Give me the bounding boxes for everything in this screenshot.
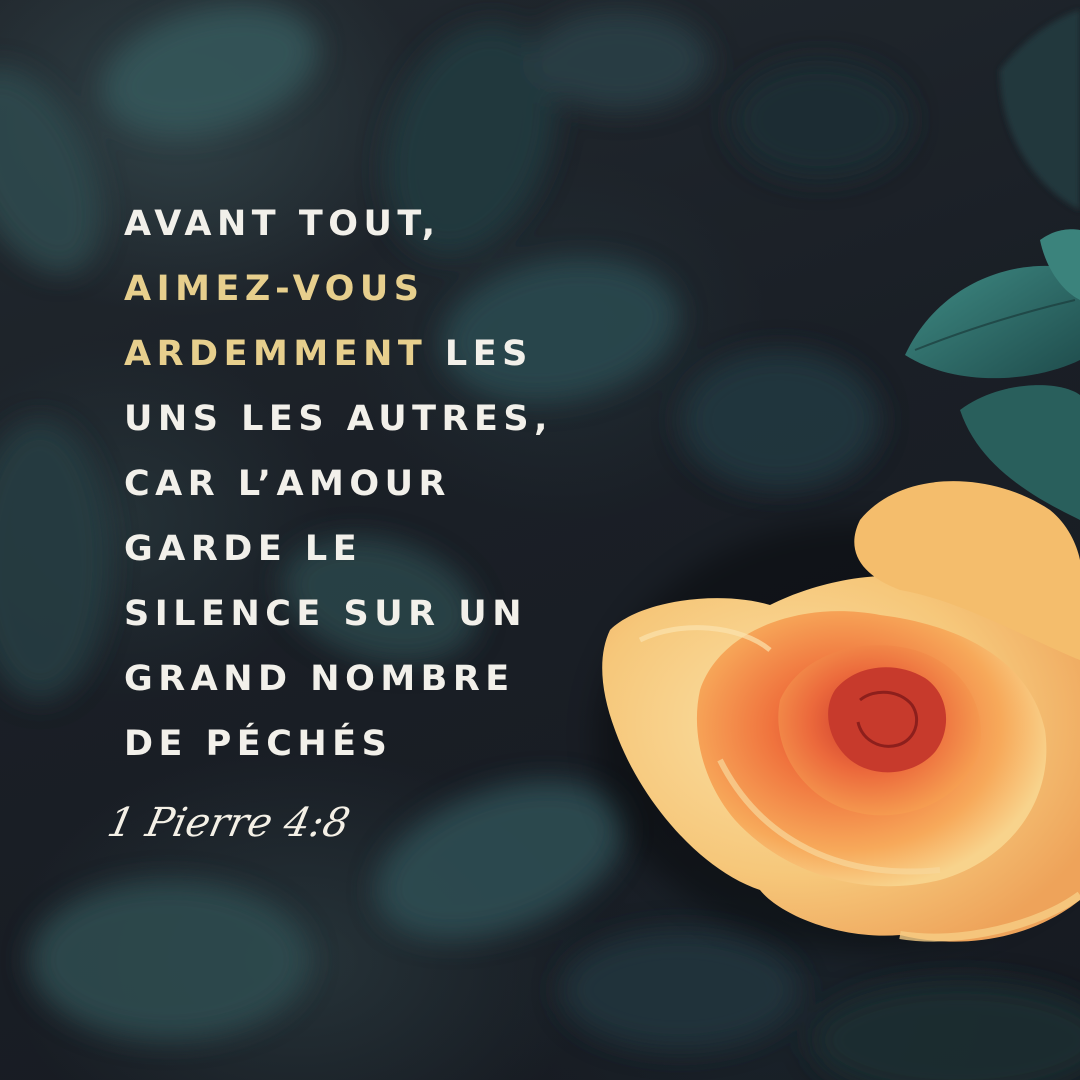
verse-line bbox=[124, 192, 553, 257]
verse-reference bbox=[103, 778, 355, 858]
verse-segment: GRAND NOMBRE bbox=[124, 659, 515, 699]
verse-highlight: AIMEZ-VOUS bbox=[124, 269, 425, 309]
rose-flower bbox=[595, 481, 1080, 950]
verse-text bbox=[124, 192, 553, 777]
verse-segment: CAR L’AMOUR bbox=[124, 464, 451, 504]
verse-segment: GARDE LE bbox=[124, 529, 363, 569]
verse-line bbox=[124, 452, 553, 517]
verse-segment: LES bbox=[427, 334, 533, 374]
leaf-cluster bbox=[905, 10, 1080, 520]
verse-highlight: ARDEMMENT bbox=[124, 334, 428, 374]
verse-line bbox=[124, 257, 553, 322]
verse-segment: UNS LES AUTRES, bbox=[124, 399, 553, 439]
verse-line bbox=[124, 647, 553, 712]
verse-line bbox=[124, 387, 553, 452]
verse-segment: AVANT TOUT, bbox=[124, 204, 441, 244]
verse-line bbox=[124, 582, 553, 647]
svg-text:1 Pierre 4:8: 1 Pierre 4:8 bbox=[103, 798, 355, 846]
verse-segment: SILENCE SUR UN bbox=[124, 594, 527, 634]
verse-line bbox=[124, 517, 553, 582]
verse-line bbox=[124, 322, 553, 387]
verse-line bbox=[124, 712, 553, 777]
verse-segment: DE PÉCHÉS bbox=[124, 724, 393, 764]
